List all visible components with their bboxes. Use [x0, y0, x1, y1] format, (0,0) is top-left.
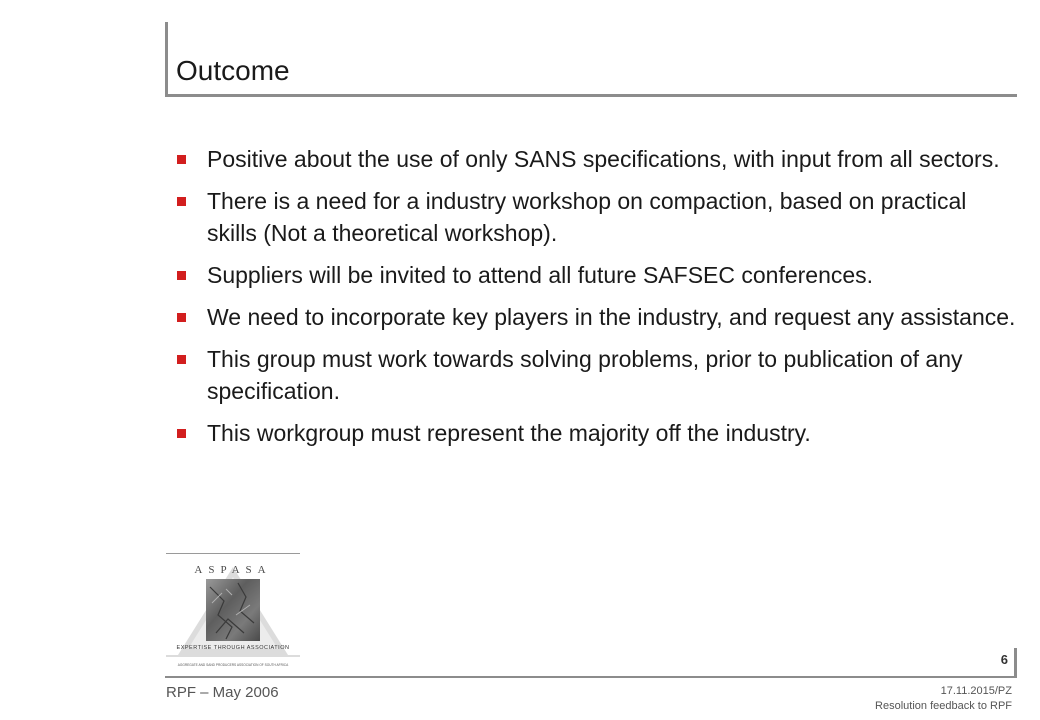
footer-info — [875, 684, 1012, 714]
footer-rule — [165, 676, 1017, 678]
bullet-square-icon — [177, 313, 186, 322]
title-vertical-rule — [165, 22, 168, 97]
slide-title: Outcome — [176, 55, 290, 86]
bullet-item — [176, 343, 1016, 407]
bullet-text: Positive about the use of only SANS specifications, with input from all sectors. — [207, 146, 1000, 172]
logo-rock-image — [206, 579, 260, 641]
bullet-item — [176, 417, 1016, 449]
bullet-item — [176, 301, 1016, 333]
bullet-square-icon — [177, 355, 186, 364]
page-number: 6 — [1000, 652, 1008, 667]
bullet-text: There is a need for a industry workshop on compaction, based on practical skills (Not a theoretical workshop). — [207, 188, 967, 246]
svg-text:AGGREGATE AND SAND PRODUCERS A: AGGREGATE AND SAND PRODUCERS ASSOCIATION OF SOUTH AFRICA — [177, 663, 289, 667]
footer-date-ref: 17.11.2015/PZ — [940, 685, 1012, 697]
bullet-square-icon — [177, 429, 186, 438]
aspasa-logo — [166, 553, 300, 671]
svg-text:EXPERTISE THROUGH ASSOCIATION: EXPERTISE THROUGH ASSOCIATION — [176, 645, 290, 651]
bullet-text: Suppliers will be invited to attend all future SAFSEC conferences. — [207, 262, 874, 288]
footer-subtitle: Resolution feedback to RPF — [875, 700, 1012, 712]
bullet-list — [176, 143, 1016, 459]
bullet-text: We need to incorporate key players in the industry, and request any assistance. — [207, 304, 1016, 330]
bullet-square-icon — [177, 155, 186, 164]
bullet-text: This group must work towards solving problems, prior to publication of any specification. — [207, 346, 963, 404]
title-underline — [165, 94, 1017, 97]
footer-vertical-rule — [1014, 648, 1017, 678]
bullet-item — [176, 185, 1016, 249]
footer-event-label: RPF – May 2006 — [166, 684, 279, 701]
svg-text:ASPASA: ASPASA — [194, 564, 272, 576]
bullet-item — [176, 259, 1016, 291]
bullet-item — [176, 143, 1016, 175]
bullet-square-icon — [177, 271, 186, 280]
bullet-text: This workgroup must represent the majority off the industry. — [207, 420, 811, 446]
bullet-square-icon — [177, 197, 186, 206]
